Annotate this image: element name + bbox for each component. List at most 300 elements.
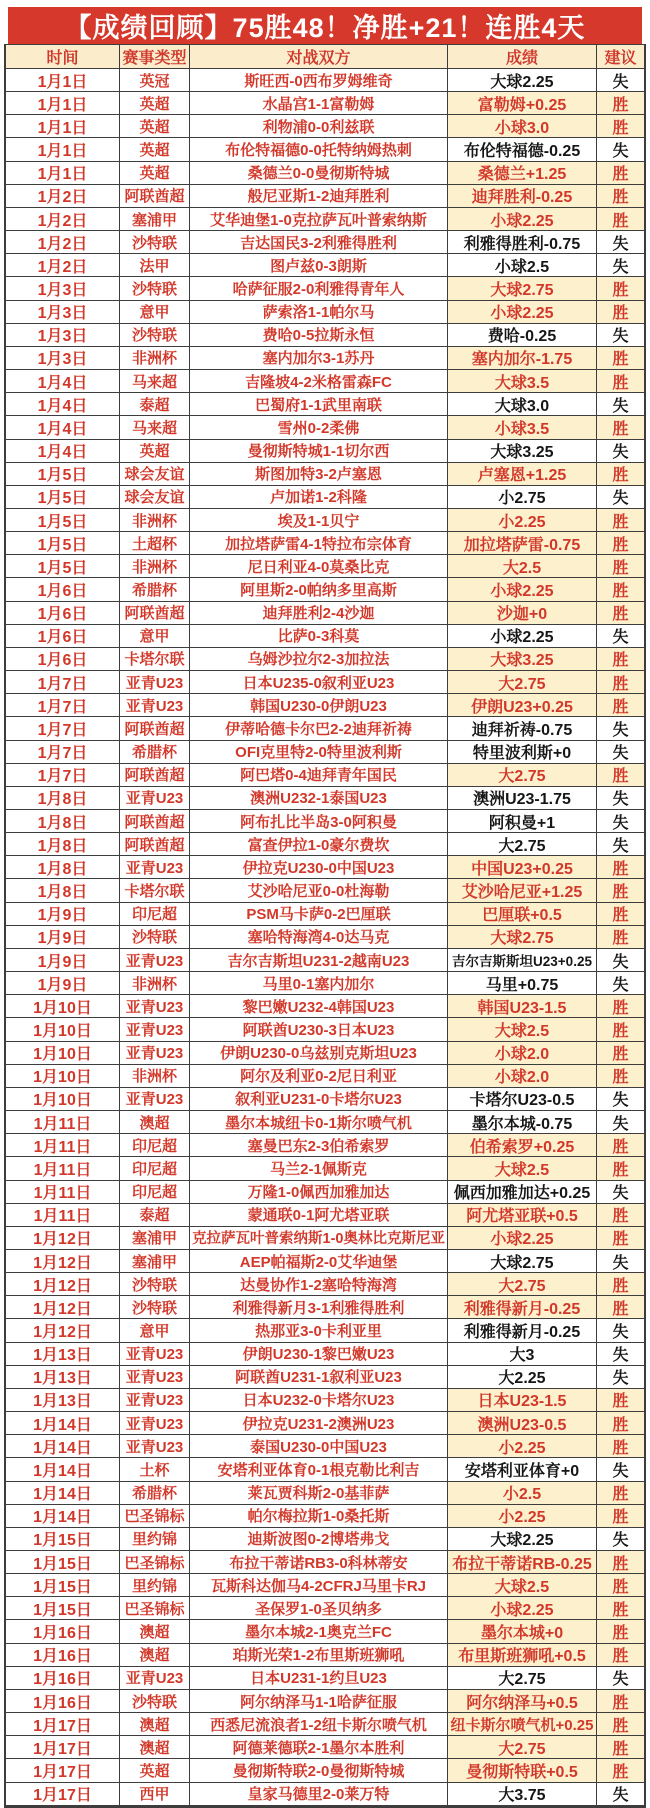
row-verdict-text: 胜: [612, 467, 629, 485]
row-date-text: 1月10日: [33, 1069, 92, 1087]
row-verdict-text: 胜: [612, 652, 629, 670]
row-league-text: 亚青U23: [125, 1369, 184, 1387]
row-verdict: [597, 1250, 644, 1273]
row-date: [6, 810, 120, 833]
row-date-text: 1月14日: [33, 1416, 92, 1434]
row-match: [190, 717, 448, 740]
row-result-text: 大球2.25: [490, 73, 554, 91]
table-row: [6, 1319, 644, 1342]
row-league: [120, 509, 190, 532]
row-date: [6, 694, 120, 717]
row-league-text: 沙特联: [131, 1693, 177, 1711]
row-date-text: 1月11日: [33, 1115, 92, 1133]
row-match: [190, 856, 448, 879]
row-verdict: [597, 555, 644, 578]
table-row: [6, 578, 644, 601]
row-result: [448, 509, 597, 532]
row-match: [190, 1204, 448, 1227]
row-league-text: 土杯: [139, 1461, 170, 1479]
row-result: [448, 1458, 597, 1481]
row-result-text: 澳洲U23-0.5: [477, 1416, 567, 1434]
row-league-text: 法甲: [139, 257, 170, 275]
row-match-text: 乌姆沙拉尔2-3加拉法: [247, 651, 390, 669]
row-match-text: 皇家马德里2-0莱万特: [247, 1786, 390, 1804]
row-date: [6, 463, 120, 486]
row-verdict: [597, 1551, 644, 1574]
row-date-text: 1月7日: [37, 675, 88, 693]
row-date-text: 1月10日: [33, 999, 92, 1017]
row-date: [6, 1620, 120, 1643]
row-verdict-text: 胜: [612, 1300, 629, 1318]
row-date-text: 1月9日: [37, 907, 88, 925]
row-date: [6, 1296, 120, 1319]
row-verdict: [597, 741, 644, 764]
table-row: [6, 324, 644, 347]
row-league: [120, 1528, 190, 1551]
row-league-text: 亚青U23: [125, 1670, 184, 1688]
row-verdict-text: 失: [612, 1092, 629, 1110]
row-verdict: [597, 138, 644, 161]
row-date-text: 1月7日: [37, 768, 88, 786]
row-league: [120, 1574, 190, 1597]
row-result-text: 小2.25: [498, 513, 546, 531]
row-date: [6, 370, 120, 393]
row-verdict: [597, 301, 644, 324]
row-verdict-text: 失: [612, 1671, 629, 1689]
row-date-text: 1月9日: [37, 953, 88, 971]
row-verdict: [597, 1273, 644, 1296]
row-match: [190, 1273, 448, 1296]
table-row: [6, 741, 644, 764]
row-league-text: 意甲: [139, 304, 170, 322]
row-league-text: 澳超: [139, 1647, 170, 1665]
row-match: [190, 602, 448, 625]
row-verdict: [597, 879, 644, 902]
row-result-text: 迪拜胜利-0.25: [471, 189, 573, 207]
row-date-text: 1月6日: [37, 629, 88, 647]
row-verdict-text: 胜: [612, 119, 629, 137]
row-date-text: 1月1日: [37, 119, 88, 137]
row-result-text: 大2.5: [502, 559, 542, 577]
row-match-text: 般尼亚斯1-2迪拜胜利: [247, 188, 390, 206]
row-date: [6, 1551, 120, 1574]
table-row: [6, 1296, 644, 1319]
row-league-text: 印尼超: [131, 906, 177, 924]
row-result: [448, 1065, 597, 1088]
row-date-text: 1月15日: [33, 1555, 92, 1573]
row-league-text: 马来超: [131, 419, 177, 437]
row-result: [448, 1389, 597, 1412]
table-row: [6, 532, 644, 555]
row-date-text: 1月11日: [33, 1208, 92, 1226]
row-date: [6, 879, 120, 902]
row-league-text: 沙特联: [131, 1299, 177, 1317]
row-date-text: 1月15日: [33, 1532, 92, 1550]
row-date-text: 1月13日: [33, 1347, 92, 1365]
row-verdict-text: 失: [612, 1347, 629, 1365]
row-result: [448, 301, 597, 324]
row-match: [190, 555, 448, 578]
row-date-text: 1月7日: [37, 721, 88, 739]
row-league-text: 沙特联: [131, 1276, 177, 1294]
row-league: [120, 1736, 190, 1759]
row-verdict-text: 失: [612, 814, 629, 832]
row-date-text: 1月15日: [33, 1578, 92, 1596]
row-result: [448, 115, 597, 138]
row-result-text: 大球3.25: [490, 652, 554, 670]
row-league-text: 塞浦甲: [131, 211, 177, 229]
row-result-text: 阿尔纳泽马+0.5: [466, 1694, 578, 1712]
row-result: [448, 69, 597, 92]
row-league: [120, 1088, 190, 1111]
row-league-text: 英超: [139, 95, 170, 113]
row-date-text: 1月14日: [33, 1462, 92, 1480]
row-result: [448, 741, 597, 764]
row-result-text: 佩西加雅加达+0.25: [453, 1185, 591, 1203]
row-date-text: 1月5日: [37, 559, 88, 577]
row-result-text: 特里波利斯+0: [472, 745, 572, 763]
table-row: [6, 1644, 644, 1667]
row-result-text: 大2.75: [498, 1671, 546, 1689]
row-verdict-text: 失: [612, 1787, 629, 1805]
row-league-text: 泰超: [139, 396, 170, 414]
row-match: [190, 1412, 448, 1435]
table-row: [6, 1736, 644, 1759]
row-date: [6, 440, 120, 463]
row-result-text: 曼彻斯特联+0.5: [466, 1763, 578, 1781]
table-row: [6, 1505, 644, 1528]
row-match-text: 泰国U230-0中国U23: [250, 1438, 387, 1456]
table-row: [6, 254, 644, 277]
row-result-text: 大球2.25: [490, 1532, 554, 1550]
row-verdict-text: 失: [612, 328, 629, 346]
row-date: [6, 185, 120, 208]
row-league: [120, 995, 190, 1018]
row-league: [120, 1157, 190, 1180]
row-result: [448, 138, 597, 161]
row-result: [448, 393, 597, 416]
table-row: [6, 995, 644, 1018]
row-verdict: [597, 787, 644, 810]
row-league: [120, 393, 190, 416]
row-result-text: 大3: [509, 1347, 535, 1365]
row-verdict: [597, 92, 644, 115]
row-verdict-text: 胜: [612, 1439, 629, 1457]
row-league: [120, 231, 190, 254]
row-result-text: 大球2.5: [494, 1578, 550, 1596]
header-league: 赛事类型: [120, 45, 190, 69]
row-league-text: 意甲: [139, 628, 170, 646]
table-row: [6, 856, 644, 879]
row-date: [6, 1088, 120, 1111]
row-league: [120, 1759, 190, 1782]
row-match: [190, 1528, 448, 1551]
row-verdict: [597, 69, 644, 92]
row-result-text: 卡塔尔U23-0.5: [469, 1092, 575, 1110]
row-date: [6, 1343, 120, 1366]
row-result: [448, 555, 597, 578]
row-league: [120, 810, 190, 833]
row-league: [120, 324, 190, 347]
row-match-text: 迪拜胜利2-4沙迦: [262, 605, 375, 623]
row-date: [6, 486, 120, 509]
row-result: [448, 764, 597, 787]
row-result: [448, 162, 597, 185]
row-result: [448, 277, 597, 300]
row-match: [190, 486, 448, 509]
row-league-text: 非洲杯: [131, 1068, 177, 1086]
row-verdict-text: 胜: [612, 166, 629, 184]
row-result: [448, 926, 597, 949]
row-date: [6, 416, 120, 439]
row-date-text: 1月8日: [37, 860, 88, 878]
row-match: [190, 231, 448, 254]
table-row: [6, 347, 644, 370]
row-match: [190, 509, 448, 532]
row-league: [120, 625, 190, 648]
row-verdict-text: 失: [612, 1324, 629, 1342]
row-result: [448, 486, 597, 509]
row-result-text: 大球3.0: [494, 397, 550, 415]
row-date: [6, 1181, 120, 1204]
row-match-text: 日本U232-0卡塔尔U23: [242, 1392, 395, 1410]
row-verdict: [597, 115, 644, 138]
row-verdict-text: 失: [612, 953, 629, 971]
row-league: [120, 301, 190, 324]
row-date: [6, 1667, 120, 1690]
row-result: [448, 370, 597, 393]
row-date: [6, 602, 120, 625]
row-match: [190, 1227, 448, 1250]
row-league: [120, 1273, 190, 1296]
row-date-text: 1月12日: [33, 1254, 92, 1272]
row-match-text: 日本U231-1约旦U23: [250, 1670, 387, 1688]
row-verdict-text: 胜: [612, 1555, 629, 1573]
row-match: [190, 1181, 448, 1204]
row-verdict-text: 胜: [612, 559, 629, 577]
title-banner: [8, 7, 642, 44]
row-league-text: 亚青U23: [125, 1346, 184, 1364]
row-result: [448, 532, 597, 555]
row-result: [448, 1111, 597, 1134]
row-verdict: [597, 1482, 644, 1505]
table-row: [6, 1366, 644, 1389]
row-league: [120, 1250, 190, 1273]
row-league-text: 球会友谊: [124, 466, 185, 484]
row-match-text: 布拉干蒂诺RB3-0科林蒂安: [229, 1554, 408, 1572]
row-result-text: 小球3.0: [494, 119, 550, 137]
row-result-text: 艾沙哈尼亚+1.25: [461, 884, 583, 902]
row-verdict-text: 失: [612, 1370, 629, 1388]
row-date-text: 1月5日: [37, 467, 88, 485]
table-row: [6, 1574, 644, 1597]
row-result-text: 墨尔本城-0.75: [471, 1115, 573, 1133]
table-row: [6, 69, 644, 92]
row-match-text: 伊拉克U231-2澳洲U23: [242, 1415, 395, 1433]
row-result: [448, 1296, 597, 1319]
row-verdict: [597, 1018, 644, 1041]
row-verdict-text: 失: [612, 397, 629, 415]
row-verdict: [597, 1713, 644, 1736]
row-league: [120, 717, 190, 740]
row-match-text: 热那亚3-0卡利亚里: [255, 1323, 382, 1341]
row-result-text: 富勒姆+0.25: [477, 96, 567, 114]
row-date-text: 1月16日: [33, 1694, 92, 1712]
row-verdict: [597, 1088, 644, 1111]
row-league-text: 卡塔尔联: [124, 651, 185, 669]
row-date: [6, 1250, 120, 1273]
row-match: [190, 1505, 448, 1528]
table-row: [6, 1134, 644, 1157]
row-league-text: 意甲: [139, 1323, 170, 1341]
row-result: [448, 1690, 597, 1713]
row-league: [120, 1018, 190, 1041]
row-verdict: [597, 440, 644, 463]
table-row: [6, 486, 644, 509]
row-match: [190, 1574, 448, 1597]
row-date-text: 1月5日: [37, 513, 88, 531]
row-verdict: [597, 486, 644, 509]
row-verdict-text: 胜: [612, 536, 629, 554]
row-verdict: [597, 1065, 644, 1088]
row-league: [120, 1783, 190, 1806]
row-league: [120, 115, 190, 138]
row-verdict: [597, 1319, 644, 1342]
row-result: [448, 231, 597, 254]
row-verdict-text: 胜: [612, 1231, 629, 1249]
row-verdict-text: 失: [612, 745, 629, 763]
row-league: [120, 1042, 190, 1065]
row-match: [190, 463, 448, 486]
row-league: [120, 208, 190, 231]
header-result: 成绩: [448, 45, 597, 69]
row-league: [120, 1458, 190, 1481]
row-result-text: 大2.25: [498, 1370, 546, 1388]
row-match-text: 布伦特福德0-0托特纳姆热刺: [225, 142, 412, 160]
row-date-text: 1月8日: [37, 884, 88, 902]
row-match-text: 伊朗U230-0乌兹别克斯坦U23: [220, 1045, 417, 1063]
row-date-text: 1月14日: [33, 1439, 92, 1457]
table-row: [6, 694, 644, 717]
row-verdict: [597, 1343, 644, 1366]
row-verdict-text: 失: [612, 721, 629, 739]
row-verdict-text: 胜: [612, 374, 629, 392]
row-match: [190, 1042, 448, 1065]
table-row: [6, 764, 644, 787]
row-league: [120, 1505, 190, 1528]
results-table: [4, 44, 646, 1808]
row-verdict: [597, 208, 644, 231]
row-date-text: 1月3日: [37, 351, 88, 369]
row-match: [190, 787, 448, 810]
table-row: [6, 1783, 644, 1806]
row-verdict: [597, 949, 644, 972]
row-result-text: 小球2.25: [490, 1601, 554, 1619]
row-match: [190, 347, 448, 370]
table-row: [6, 1528, 644, 1551]
row-date-text: 1月10日: [33, 1022, 92, 1040]
row-verdict-text: 胜: [612, 420, 629, 438]
row-date: [6, 1574, 120, 1597]
row-verdict-text: 胜: [612, 930, 629, 948]
row-result-text: 小球2.0: [494, 1046, 550, 1064]
row-verdict: [597, 694, 644, 717]
row-match-text: 桑德兰0-0曼彻斯特城: [247, 165, 390, 183]
row-result-text: 迪拜祈祷-0.75: [471, 721, 573, 739]
table-row: [6, 393, 644, 416]
row-date-text: 1月11日: [33, 1161, 92, 1179]
row-league: [120, 162, 190, 185]
row-date: [6, 949, 120, 972]
table-row: [6, 648, 644, 671]
row-date: [6, 1111, 120, 1134]
row-date-text: 1月12日: [33, 1324, 92, 1342]
table-row: [6, 1551, 644, 1574]
row-verdict: [597, 254, 644, 277]
row-date: [6, 231, 120, 254]
row-match-text: 卢加诺1-2科隆: [270, 489, 367, 507]
row-date: [6, 972, 120, 995]
row-match: [190, 1783, 448, 1806]
row-date-text: 1月7日: [37, 698, 88, 716]
row-date-text: 1月17日: [33, 1740, 92, 1758]
row-match-text: 蒙通联0-1阿尤塔亚联: [247, 1207, 390, 1225]
row-result-text: 大球2.5: [494, 1161, 550, 1179]
row-result: [448, 1759, 597, 1782]
row-match: [190, 1389, 448, 1412]
row-verdict: [597, 1042, 644, 1065]
header-match: 对战双方: [190, 45, 448, 69]
row-verdict-text: 失: [612, 444, 629, 462]
row-league: [120, 926, 190, 949]
row-match: [190, 578, 448, 601]
table-row: [6, 926, 644, 949]
row-date: [6, 1389, 120, 1412]
row-match: [190, 301, 448, 324]
row-match-text: 斯图加特3-2卢塞恩: [255, 466, 382, 484]
row-league-text: 亚青U23: [125, 1021, 184, 1039]
row-verdict-text: 胜: [612, 1138, 629, 1156]
row-league-text: 里约锦: [131, 1531, 177, 1549]
row-date-text: 1月17日: [33, 1787, 92, 1805]
row-result-text: 日本U23-1.5: [477, 1393, 567, 1411]
row-result-text: 阿积曼+1: [488, 814, 556, 832]
row-league-text: 西甲: [139, 1786, 170, 1804]
row-result: [448, 1319, 597, 1342]
table-row: [6, 1088, 644, 1111]
row-verdict: [597, 1783, 644, 1806]
row-league-text: 巴圣锦标: [124, 1600, 185, 1618]
row-match: [190, 370, 448, 393]
row-match: [190, 949, 448, 972]
table-row: [6, 1343, 644, 1366]
row-verdict-text: 胜: [612, 1486, 629, 1504]
row-league: [120, 486, 190, 509]
row-verdict-text: 失: [612, 1115, 629, 1133]
table-row: [6, 115, 644, 138]
row-date-text: 1月11日: [33, 1185, 92, 1203]
row-date: [6, 1736, 120, 1759]
row-league: [120, 69, 190, 92]
row-result: [448, 694, 597, 717]
row-match-text: 阿联酋U230-3日本U23: [242, 1021, 395, 1039]
row-verdict-text: 胜: [612, 1046, 629, 1064]
table-row: [6, 1042, 644, 1065]
row-league: [120, 92, 190, 115]
row-match: [190, 810, 448, 833]
row-league-text: 亚青U23: [125, 1392, 184, 1410]
row-date: [6, 69, 120, 92]
